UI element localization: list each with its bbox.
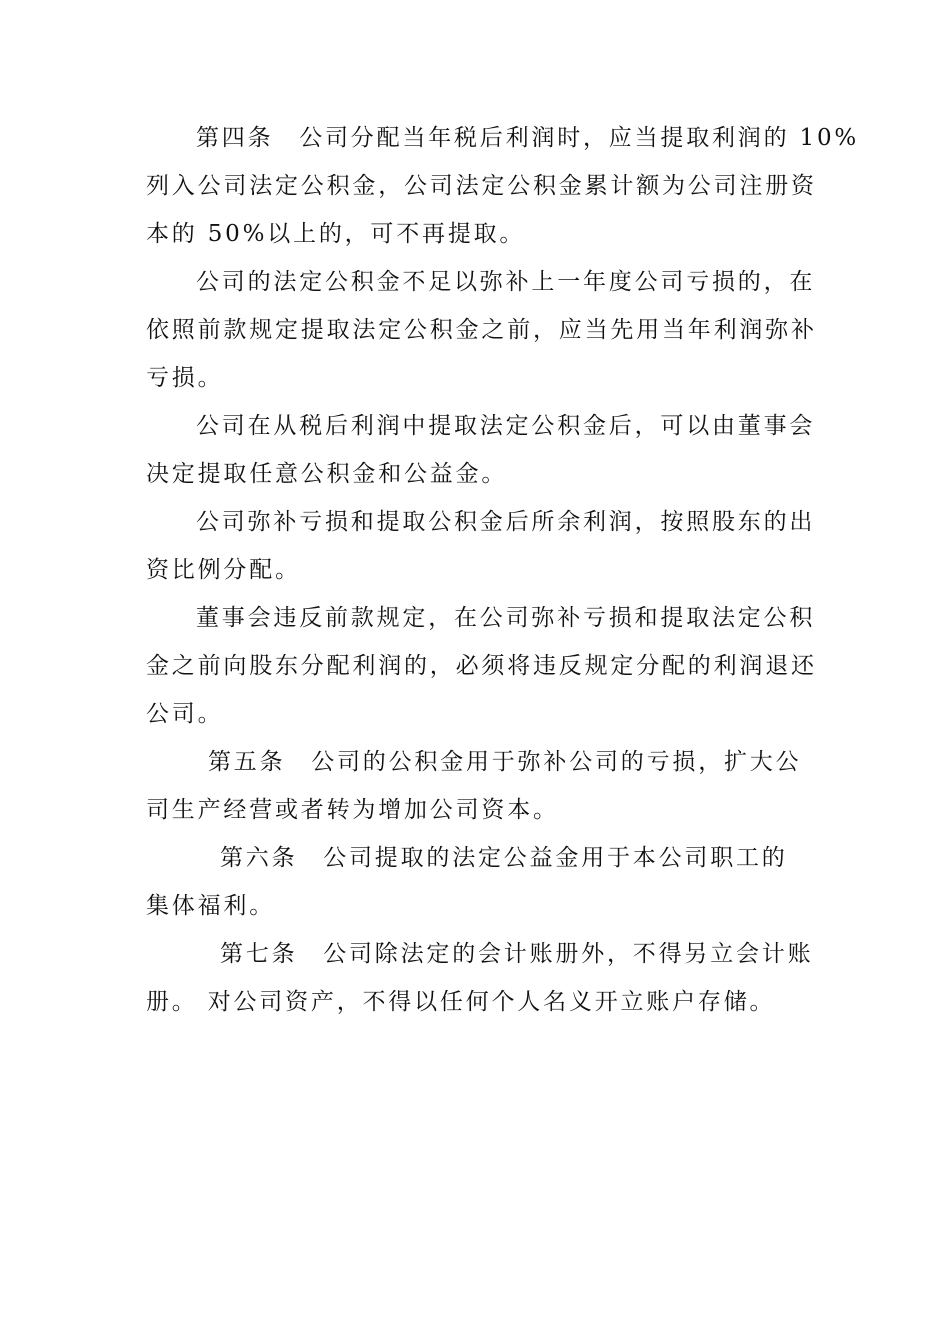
text-line: 司生产经营或者转为增加公司资本。	[146, 797, 559, 823]
text-line: 列入公司法定公积金，公司法定公积金累计额为公司注册资	[146, 173, 817, 199]
text-line: 公司在从税后利润中提取法定公积金后，可以由董事会	[196, 413, 816, 439]
text-line: 决定提取任意公积金和公益金。	[146, 461, 508, 487]
text-line: 公司的法定公积金不足以弥补上一年度公司亏损的，在	[196, 269, 816, 295]
text-line: 第七条 公司除法定的会计账册外，不得另立会计账	[220, 941, 814, 967]
text-line: 第四条 公司分配当年税后利润时，应当提取利润的 10%	[196, 125, 860, 151]
text-line: 公司弥补亏损和提取公积金后所余利润，按照股东的出	[196, 509, 816, 535]
text-line: 金之前向股东分配利润的，必须将违反规定分配的利润退还	[146, 653, 817, 679]
text-line: 第六条 公司提取的法定公益金用于本公司职工的	[220, 845, 788, 871]
text-line: 第五条 公司的公积金用于弥补公司的亏损，扩大公	[208, 749, 802, 775]
text-line: 本的 50%以上的，可不再提取。	[146, 221, 526, 247]
text-line: 公司。	[146, 701, 224, 727]
text-line: 董事会违反前款规定，在公司弥补亏损和提取法定公积	[196, 605, 816, 631]
text-line: 资比例分配。	[146, 557, 301, 583]
text-line: 亏损。	[146, 365, 224, 391]
text-line: 册。 对公司资产，不得以任何个人名义开立账户存储。	[146, 989, 776, 1015]
text-line: 集体福利。	[146, 893, 275, 919]
text-line: 依照前款规定提取法定公积金之前，应当先用当年利润弥补	[146, 317, 817, 343]
